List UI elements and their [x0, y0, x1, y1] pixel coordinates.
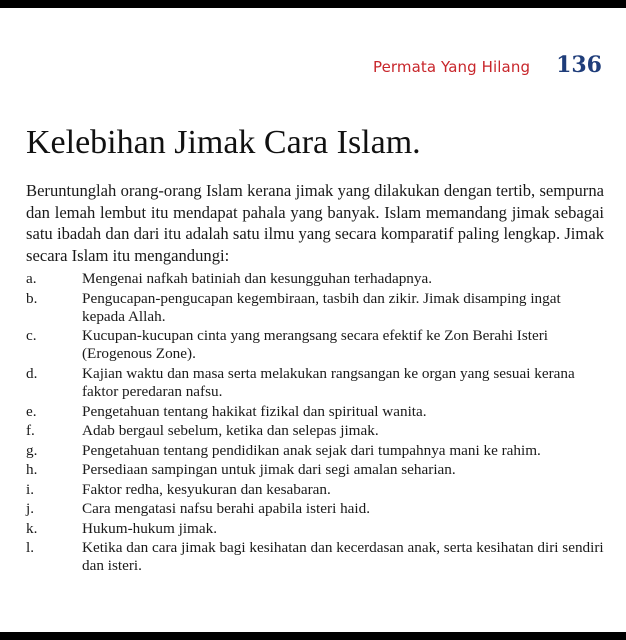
- list-item: [26, 539, 606, 575]
- list-item-text: Adab bergaul sebelum, ketika dan selepas jimak.: [82, 422, 379, 440]
- page-number: 136: [556, 52, 602, 78]
- list-item-text: Pengetahuan tentang pendidikan anak sejak dari tumpahnya mani ke rahim.: [82, 441, 541, 459]
- list-item-text: Hukum-hukum jimak.: [82, 519, 217, 537]
- list-item-letter: g.: [26, 441, 38, 459]
- list-item: [26, 290, 606, 326]
- content-list: [26, 270, 606, 577]
- list-item-letter: k.: [26, 519, 38, 537]
- list-item-text: Faktor redha, kesyukuran dan kesabaran.: [82, 480, 331, 498]
- book-title: Permata Yang Hilang: [372, 58, 531, 76]
- book-page: [0, 8, 626, 632]
- list-item: [26, 270, 606, 288]
- intro-paragraph: Beruntunglah orang-orang Islam kerana jimak yang dilakukan dengan tertib, sempurna dan lemah lembut itu mendapat pahala yang banyak. Islam memandang jimak sebagai satu ibadah dan dari itu adalah satu ilmu yang secara komparatif paling lengkap. Jimak secara Islam itu mengandungi:: [26, 181, 604, 265]
- list-item: [26, 442, 606, 460]
- list-item-letter: j.: [26, 500, 35, 518]
- list-item: [26, 327, 606, 363]
- list-item-text: Pengucapan-pengucapan kegembiraan, tasbih dan zikir. Jimak disamping ingat kepada Allah.: [82, 289, 561, 325]
- list-item-text: Kajian waktu dan masa serta melakukan rangsangan ke organ yang sesuai kerana faktor peredaran nafsu.: [82, 364, 575, 401]
- list-item: [26, 403, 606, 421]
- list-item: [26, 500, 606, 518]
- list-item-letter: f.: [26, 422, 35, 440]
- list-item-text: Ketika dan cara jimak bagi kesihatan dan kecerdasan anak, serta kesihatan diri sendiri dan isteri.: [82, 539, 604, 575]
- list-item-text: Persediaan sampingan untuk jimak dari segi amalan seharian.: [82, 461, 456, 479]
- list-item-text: Kucupan-kucupan cinta yang merangsang secara efektif ke Zon Berahi Isteri (Erogenous Zone).: [82, 327, 548, 363]
- list-item: [26, 520, 606, 538]
- list-item-letter: b.: [26, 289, 38, 307]
- list-item-text: Pengetahuan tentang hakikat fizikal dan spiritual wanita.: [82, 402, 427, 420]
- list-item: [26, 461, 606, 479]
- list-item: [26, 422, 606, 440]
- section-heading: Kelebihan Jimak Cara Islam.: [26, 124, 421, 161]
- list-item: [26, 365, 606, 401]
- list-item-letter: e.: [26, 402, 37, 420]
- list-item-letter: a.: [26, 270, 37, 287]
- list-item-letter: c.: [26, 327, 37, 345]
- list-item-letter: l.: [26, 539, 35, 557]
- list-item-letter: d.: [26, 364, 38, 382]
- list-item-letter: h.: [26, 461, 38, 479]
- list-item-letter: i.: [26, 480, 35, 498]
- list-item-text: Mengenai nafkah batiniah dan kesungguhan terhadapnya.: [82, 270, 433, 287]
- list-item: [26, 481, 606, 499]
- running-header: [373, 52, 602, 78]
- list-item-text: Cara mengatasi nafsu berahi apabila isteri haid.: [82, 500, 371, 518]
